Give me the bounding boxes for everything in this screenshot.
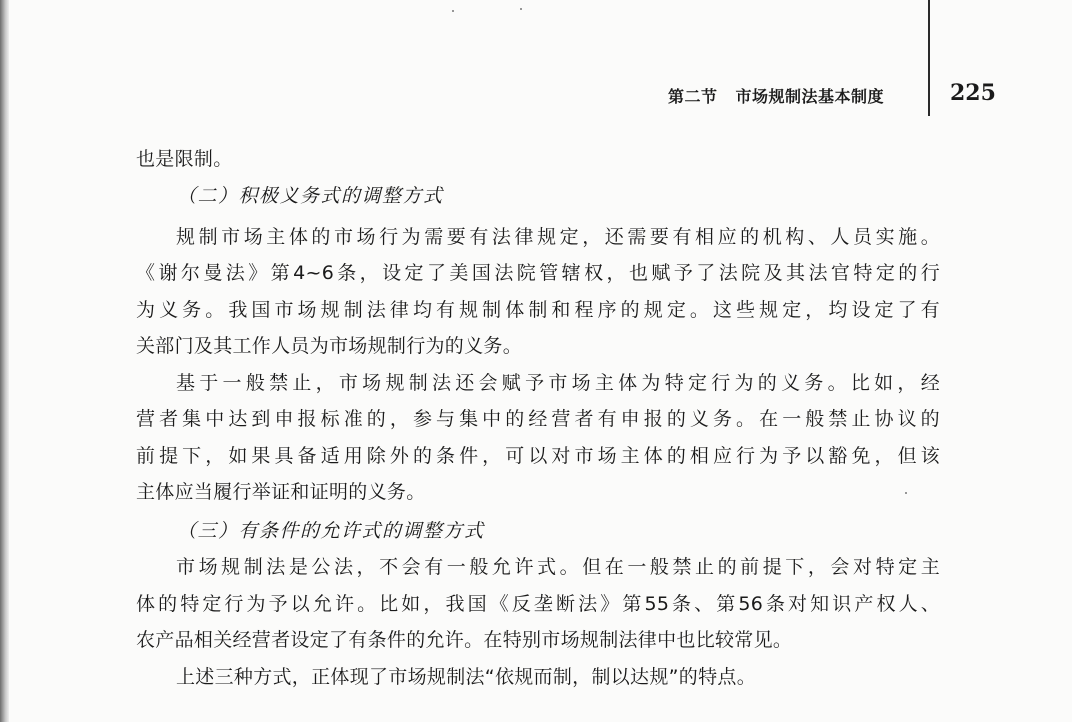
paragraph-line: 上述三种方式，正体现了市场规制法“依规而制，制以达规”的特点。 (176, 666, 756, 688)
running-header (668, 84, 884, 107)
text-line: 也是限制。 (136, 148, 233, 170)
scan-speck (452, 10, 454, 12)
paragraph-line: 农产品相关经营者设定了有条件的允许。在特别市场规制法律中也比较常见。 (136, 629, 793, 651)
page-number: 225 (950, 80, 996, 106)
paragraph-line: 基于一般禁止，市场规制法还会赋予市场主体为特定行为的义务。比如，经 (176, 372, 940, 394)
paragraph-line: 主体应当履行举证和证明的义务。 (136, 481, 426, 503)
paragraph-line: 关部门及其工作人员为市场规制行为的义务。 (136, 335, 523, 357)
paragraph-line: 体的特定行为予以允许。比如，我国《反垄断法》第55条、第56条对知识产权人、 (136, 593, 940, 615)
paragraph-line: 规制市场主体的市场行为需要有法律规定，还需要有相应的机构、人员实施。 (176, 226, 940, 248)
paragraph-line: 市场规制法是公法，不会有一般允许式。但在一般禁止的前提下，会对特定主 (176, 556, 940, 578)
section-number: 第二节 (668, 87, 718, 106)
subsection-heading: （三）有条件的允许式的调整方式 (177, 520, 485, 542)
paragraph-line: 前提下，如果具备适用除外的条件，可以对市场主体的相应行为予以豁免，但该 (136, 445, 940, 467)
header-divider-rule (928, 0, 930, 116)
section-title: 市场规制法基本制度 (735, 87, 885, 106)
page-edge-shadow (0, 0, 9, 722)
paragraph-line: 为义务。我国市场规制法律均有规制体制和程序的规定。这些规定，均设定了有 (136, 299, 940, 321)
scan-speck (520, 8, 522, 10)
subsection-heading: （二）积极义务式的调整方式 (177, 185, 444, 207)
paragraph-line: 营者集中达到申报标准的，参与集中的经营者有申报的义务。在一般禁止协议的 (136, 408, 940, 430)
paragraph-line: 《谢尔曼法》第4~6条，设定了美国法院管辖权，也赋予了法院及其法官特定的行 (136, 262, 940, 284)
